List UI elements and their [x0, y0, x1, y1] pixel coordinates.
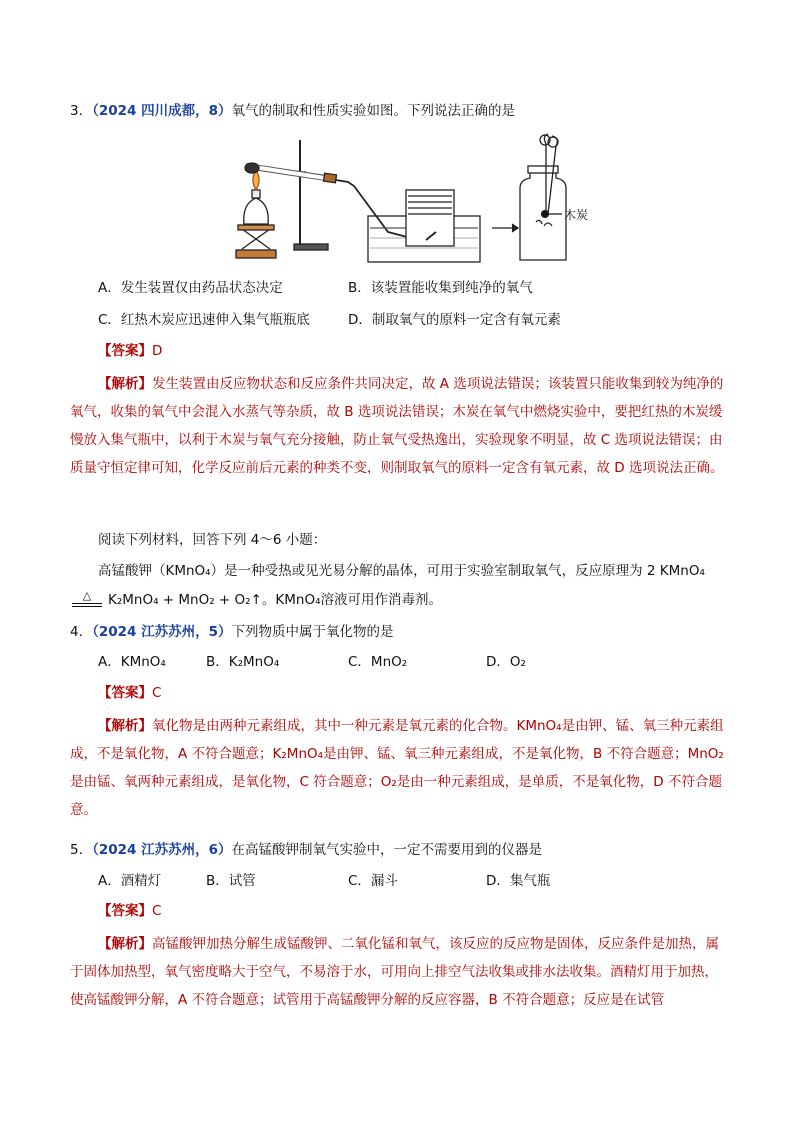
material-intro: 阅读下列材料，回答下列 4～6 小题： — [98, 532, 327, 548]
q5-option-a: A．酒精灯 — [98, 873, 162, 889]
q5-analysis — [70, 930, 724, 1014]
q4-analysis — [70, 712, 724, 824]
q5-stem-line — [70, 840, 542, 860]
q3-answer — [98, 341, 162, 361]
material-text-2: K₂MnO₄ + MnO₂ + O₂↑。KMnO₄溶液可用作消毒剂。 — [108, 592, 442, 608]
q4-option-a: A．KMnO₄ — [98, 654, 166, 670]
q4-stem-line — [70, 622, 394, 642]
q5-answer — [98, 901, 161, 921]
q3-option-b: B．该装置能收集到纯净的氧气 — [348, 280, 533, 296]
heat-symbol — [72, 590, 102, 611]
q5-number: 5． — [70, 842, 93, 858]
q3-number: 3． — [70, 103, 93, 119]
q4-option-c: C．MnO₂ — [348, 654, 408, 670]
heat-triangle: △ — [82, 589, 92, 602]
q3-analysis-text: 发生装置由反应物状态和反应条件共同决定，故 A 选项说法错误；该装置只能收集到较为纯净的氧气，收集的氧气中会混入水蒸气等杂质，故 B 选项说法错误；木炭在氧气中燃烧实验中，要把红热的木炭缓慢放入集气瓶中，以利于木炭与氧气充分接触，防止氧气受热逸出，实验现象不明显，故 C 选项说法错误；由质量守恒定律可知，化学反应前后元素的种类不变，则制取氧气的原料一定含有氧元素，故 D 选项说法正确。 — [70, 376, 724, 476]
q4-answer-value: C — [152, 685, 162, 701]
q3-option-a: A．发生装置仅由药品状态决定 — [98, 280, 283, 296]
q5-answer-tag: 【答案】 — [98, 903, 152, 919]
q3-figure-label: 木炭 — [564, 208, 589, 222]
q5-answer-value: C — [152, 903, 162, 919]
q3-answer-tag: 【答案】 — [98, 343, 152, 359]
q3-answer-value: D — [152, 343, 163, 359]
q5-analysis-text: 高锰酸钾加热分解生成锰酸钾、二氧化锰和氧气，该反应的反应物是固体，反应条件是加热，属于固体加热型，氧气密度略大于空气，不易溶于水，可用向上排空气法收集或排水法收集。酒精灯用于加热，使高锰酸钾分解，A 不符合题意；试管用于高锰酸钾分解的反应容器，B 不符合题意；反应是在试管 — [70, 936, 719, 1008]
q5-analysis-tag: 【解析】 — [98, 936, 152, 952]
material-text-1: 高锰酸钾（KMnO₄）是一种受热或见光易分解的晶体，可用于实验室制取氧气，反应原理为 2 KMnO₄ — [98, 563, 705, 579]
material-text-2-line — [72, 590, 442, 611]
q4-answer-tag: 【答案】 — [98, 685, 152, 701]
q3-option-c: C．红热木炭应迅速伸入集气瓶瓶底 — [98, 312, 310, 328]
q4-source: （2024 江苏苏州，5） — [92, 624, 232, 640]
q4-analysis-tag: 【解析】 — [98, 718, 152, 734]
q4-number: 4． — [70, 624, 93, 640]
q3-analysis-tag: 【解析】 — [98, 376, 152, 392]
q3-apparatus-figure — [230, 132, 630, 266]
q3-source: （2024 四川成都，8） — [92, 103, 232, 119]
q3-stem-line — [70, 101, 515, 121]
q5-option-d: D．集气瓶 — [486, 873, 551, 889]
q3-option-d: D．制取氧气的原料一定含有氧元素 — [348, 312, 561, 328]
q5-stem: 在高锰酸钾制氧气实验中，一定不需要用到的仪器是 — [231, 842, 543, 858]
q4-analysis-text: 氧化物是由两种元素组成，其中一种元素是氧元素的化合物。KMnO₄是由钾、锰、氧三种元素组成，不是氧化物，A 不符合题意；K₂MnO₄是由钾、锰、氧三种元素组成，不是氧化物，B 不符合题意；MnO₂是由锰、氧两种元素组成，是氧化物，C 符合题意；O₂是由一种元素组成，是单质，不是氧化物，D 不符合题意。 — [70, 718, 724, 818]
q5-source: （2024 江苏苏州，6） — [92, 842, 232, 858]
q3-stem: 氧气的制取和性质实验如图。下列说法正确的是 — [231, 103, 516, 119]
q4-answer — [98, 683, 161, 703]
q4-option-b: B．K₂MnO₄ — [206, 654, 280, 670]
q5-option-b: B．试管 — [206, 873, 256, 889]
q4-stem: 下列物质中属于氧化物的是 — [231, 624, 394, 640]
q3-analysis — [70, 370, 724, 482]
q4-option-d: D．O₂ — [486, 654, 526, 670]
q5-option-c: C．漏斗 — [348, 873, 398, 889]
